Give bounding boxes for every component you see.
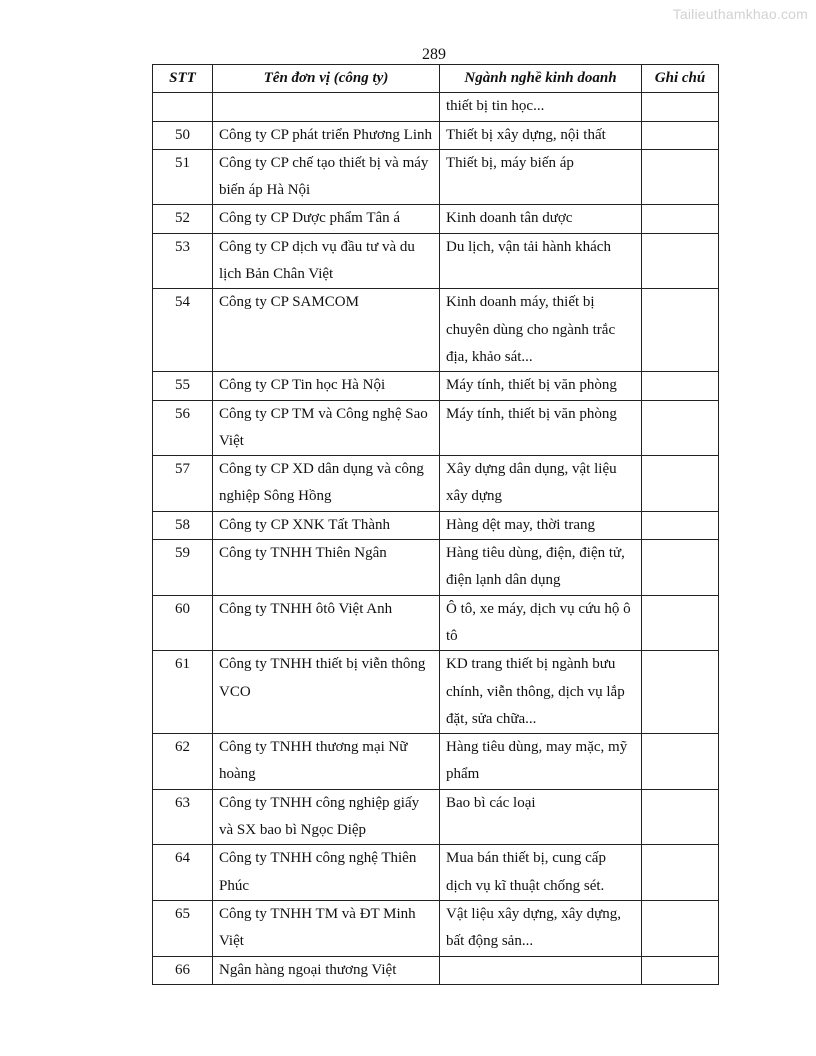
row-business: Ô tô, xe máy, dịch vụ cứu hộ ô tô	[440, 595, 642, 651]
row-company-name: Công ty TNHH ôtô Việt Anh	[213, 595, 440, 651]
row-note	[642, 511, 719, 539]
row-company-name: Công ty CP Tin học Hà Nội	[213, 372, 440, 400]
row-stt: 59	[153, 540, 213, 596]
table-row	[153, 595, 719, 651]
row-company-name: Công ty TNHH thương mại Nữ hoàng	[213, 734, 440, 790]
row-note	[642, 651, 719, 734]
row-note	[642, 789, 719, 845]
row-company-name: Ngân hàng ngoại thương Việt	[213, 956, 440, 984]
table-row	[153, 149, 719, 205]
row-stt: 53	[153, 233, 213, 289]
row-stt: 56	[153, 400, 213, 456]
table-row	[153, 456, 719, 512]
row-stt: 52	[153, 205, 213, 233]
table-row	[153, 511, 719, 539]
row-business: Máy tính, thiết bị văn phòng	[440, 400, 642, 456]
row-company-name: Công ty CP SAMCOM	[213, 289, 440, 372]
row-stt: 61	[153, 651, 213, 734]
row-note	[642, 400, 719, 456]
row-stt: 60	[153, 595, 213, 651]
row-note	[642, 956, 719, 984]
row-business: Vật liệu xây dựng, xây dựng, bất động sản...	[440, 900, 642, 956]
table-row	[153, 845, 719, 901]
table-row	[153, 400, 719, 456]
header-note: Ghi chú	[642, 65, 719, 93]
header-business: Ngành nghề kinh doanh	[440, 65, 642, 93]
table-row	[153, 900, 719, 956]
row-business: Bao bì các loại	[440, 789, 642, 845]
table-row	[153, 289, 719, 372]
table-row	[153, 233, 719, 289]
table-row	[153, 121, 719, 149]
row-business: Hàng tiêu dùng, may mặc, mỹ phẩm	[440, 734, 642, 790]
table-row	[153, 651, 719, 734]
row-company-name: Công ty TNHH công nghệ Thiên Phúc	[213, 845, 440, 901]
row-note	[642, 456, 719, 512]
row-note	[642, 372, 719, 400]
row-stt: 64	[153, 845, 213, 901]
table-row	[153, 372, 719, 400]
row-stt: 58	[153, 511, 213, 539]
row-stt: 50	[153, 121, 213, 149]
row-note	[642, 93, 719, 121]
row-company-name	[213, 93, 440, 121]
row-company-name: Công ty TNHH Thiên Ngân	[213, 540, 440, 596]
row-stt	[153, 93, 213, 121]
row-stt: 51	[153, 149, 213, 205]
row-stt: 57	[153, 456, 213, 512]
row-company-name: Công ty TNHH công nghiệp giấy và SX bao bì Ngọc Diệp	[213, 789, 440, 845]
row-company-name: Công ty CP Dược phẩm Tân á	[213, 205, 440, 233]
row-company-name: Công ty CP dịch vụ đầu tư và du lịch Bản Chân Việt	[213, 233, 440, 289]
row-note	[642, 121, 719, 149]
watermark: Tailieuthamkhao.com	[672, 6, 808, 22]
row-business: Du lịch, vận tải hành khách	[440, 233, 642, 289]
row-note	[642, 289, 719, 372]
row-business: Mua bán thiết bị, cung cấp dịch vụ kĩ thuật chống sét.	[440, 845, 642, 901]
page-number: 289	[422, 46, 446, 63]
row-note	[642, 734, 719, 790]
row-company-name: Công ty CP XD dân dụng và công nghiệp Sông Hồng	[213, 456, 440, 512]
row-business: thiết bị tin học...	[440, 93, 642, 121]
table-row	[153, 734, 719, 790]
row-business: Hàng dệt may, thời trang	[440, 511, 642, 539]
row-stt: 65	[153, 900, 213, 956]
row-business: KD trang thiết bị ngành bưu chính, viễn thông, dịch vụ lắp đặt, sửa chữa...	[440, 651, 642, 734]
row-stt: 62	[153, 734, 213, 790]
row-note	[642, 900, 719, 956]
row-business	[440, 956, 642, 984]
row-business: Kinh doanh máy, thiết bị chuyên dùng cho ngành trắc địa, khảo sát...	[440, 289, 642, 372]
row-company-name: Công ty CP phát triển Phương Linh	[213, 121, 440, 149]
table-row	[153, 93, 719, 121]
row-note	[642, 540, 719, 596]
row-business: Hàng tiêu dùng, điện, điện tử, điện lạnh dân dụng	[440, 540, 642, 596]
row-business: Máy tính, thiết bị văn phòng	[440, 372, 642, 400]
row-stt: 66	[153, 956, 213, 984]
table-header-row	[153, 65, 719, 93]
table-row	[153, 540, 719, 596]
row-company-name: Công ty CP chế tạo thiết bị và máy biến áp Hà Nội	[213, 149, 440, 205]
table-row	[153, 789, 719, 845]
row-business: Thiết bị, máy biến áp	[440, 149, 642, 205]
table-row	[153, 205, 719, 233]
row-note	[642, 233, 719, 289]
row-company-name: Công ty CP XNK Tất Thành	[213, 511, 440, 539]
header-stt: STT	[153, 65, 213, 93]
row-note	[642, 845, 719, 901]
row-company-name: Công ty TNHH TM và ĐT Minh Việt	[213, 900, 440, 956]
row-company-name: Công ty CP TM và Công nghệ Sao Việt	[213, 400, 440, 456]
row-stt: 54	[153, 289, 213, 372]
row-business: Kinh doanh tân dược	[440, 205, 642, 233]
row-note	[642, 595, 719, 651]
header-company-name: Tên đơn vị (công ty)	[213, 65, 440, 93]
company-table	[152, 64, 719, 985]
row-note	[642, 149, 719, 205]
row-stt: 55	[153, 372, 213, 400]
row-note	[642, 205, 719, 233]
table-row	[153, 956, 719, 984]
row-business: Xây dựng dân dụng, vật liệu xây dựng	[440, 456, 642, 512]
row-company-name: Công ty TNHH thiết bị viễn thông VCO	[213, 651, 440, 734]
row-business: Thiết bị xây dựng, nội thất	[440, 121, 642, 149]
row-stt: 63	[153, 789, 213, 845]
